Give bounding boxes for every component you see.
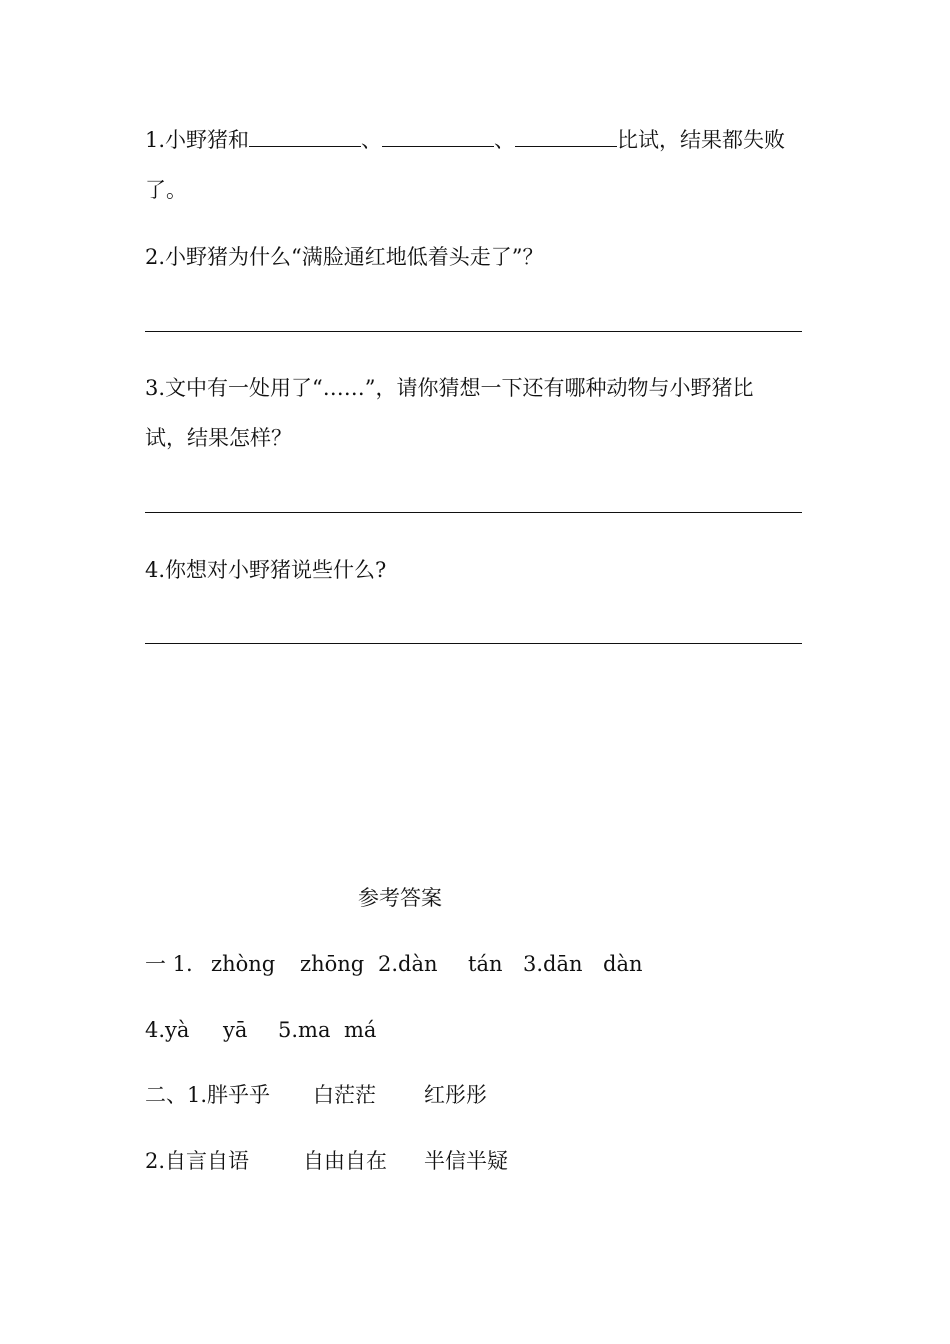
answer-item: 自由自在 bbox=[303, 1149, 387, 1173]
answer-item: 5.ma bbox=[278, 1018, 331, 1042]
separator: 、 bbox=[361, 128, 383, 152]
answer-row-4 bbox=[145, 1147, 508, 1175]
answer-row-1 bbox=[145, 950, 643, 978]
answer-item: zhōng bbox=[300, 952, 365, 976]
answer-blank-1[interactable] bbox=[249, 126, 361, 147]
question-1-tail: 比试，结果都失败 bbox=[617, 128, 786, 152]
question-1-lead: 1.小野猪和 bbox=[145, 128, 250, 152]
answer-item: 红彤彤 bbox=[424, 1083, 487, 1107]
question-1 bbox=[145, 126, 785, 154]
answer-item: 2.dàn bbox=[378, 952, 438, 976]
question-2: 2.小野猪为什么“满脸通红地低着头走了”？ bbox=[145, 245, 544, 269]
answer-item: 半信半疑 bbox=[424, 1149, 508, 1173]
question-4: 4.你想对小野猪说些什么? bbox=[145, 558, 387, 582]
answer-item: tán bbox=[468, 952, 503, 976]
answer-item: zhòng bbox=[211, 952, 276, 976]
answer-blank-3[interactable] bbox=[515, 126, 617, 147]
answer-line-2[interactable] bbox=[145, 331, 802, 332]
question-3-line-1: 3.文中有一处用了“……”，请你猜想一下还有哪种动物与小野猪比 bbox=[145, 376, 754, 400]
answer-key-title: 参考答案 bbox=[358, 886, 442, 910]
answer-item: 白茫茫 bbox=[313, 1083, 376, 1107]
answer-line-4[interactable] bbox=[145, 643, 802, 644]
answer-blank-2[interactable] bbox=[382, 126, 494, 147]
question-3-line-2: 试，结果怎样？ bbox=[145, 426, 292, 450]
answer-item: 4.yà bbox=[145, 1018, 190, 1042]
separator: 、 bbox=[494, 128, 516, 152]
answer-row-2 bbox=[145, 1016, 376, 1044]
answer-item: dàn bbox=[603, 952, 643, 976]
question-1-continuation: 了。 bbox=[145, 178, 187, 202]
answer-item: yā bbox=[223, 1018, 248, 1042]
answer-item: má bbox=[344, 1018, 377, 1042]
answer-line-3[interactable] bbox=[145, 512, 802, 513]
answer-item: 3.dān bbox=[523, 952, 583, 976]
answer-item: 二、1.胖乎乎 bbox=[145, 1083, 271, 1107]
answer-row-3 bbox=[145, 1081, 487, 1109]
answer-item: 2.自言自语 bbox=[145, 1149, 250, 1173]
answer-item: 一 1. bbox=[145, 952, 193, 976]
